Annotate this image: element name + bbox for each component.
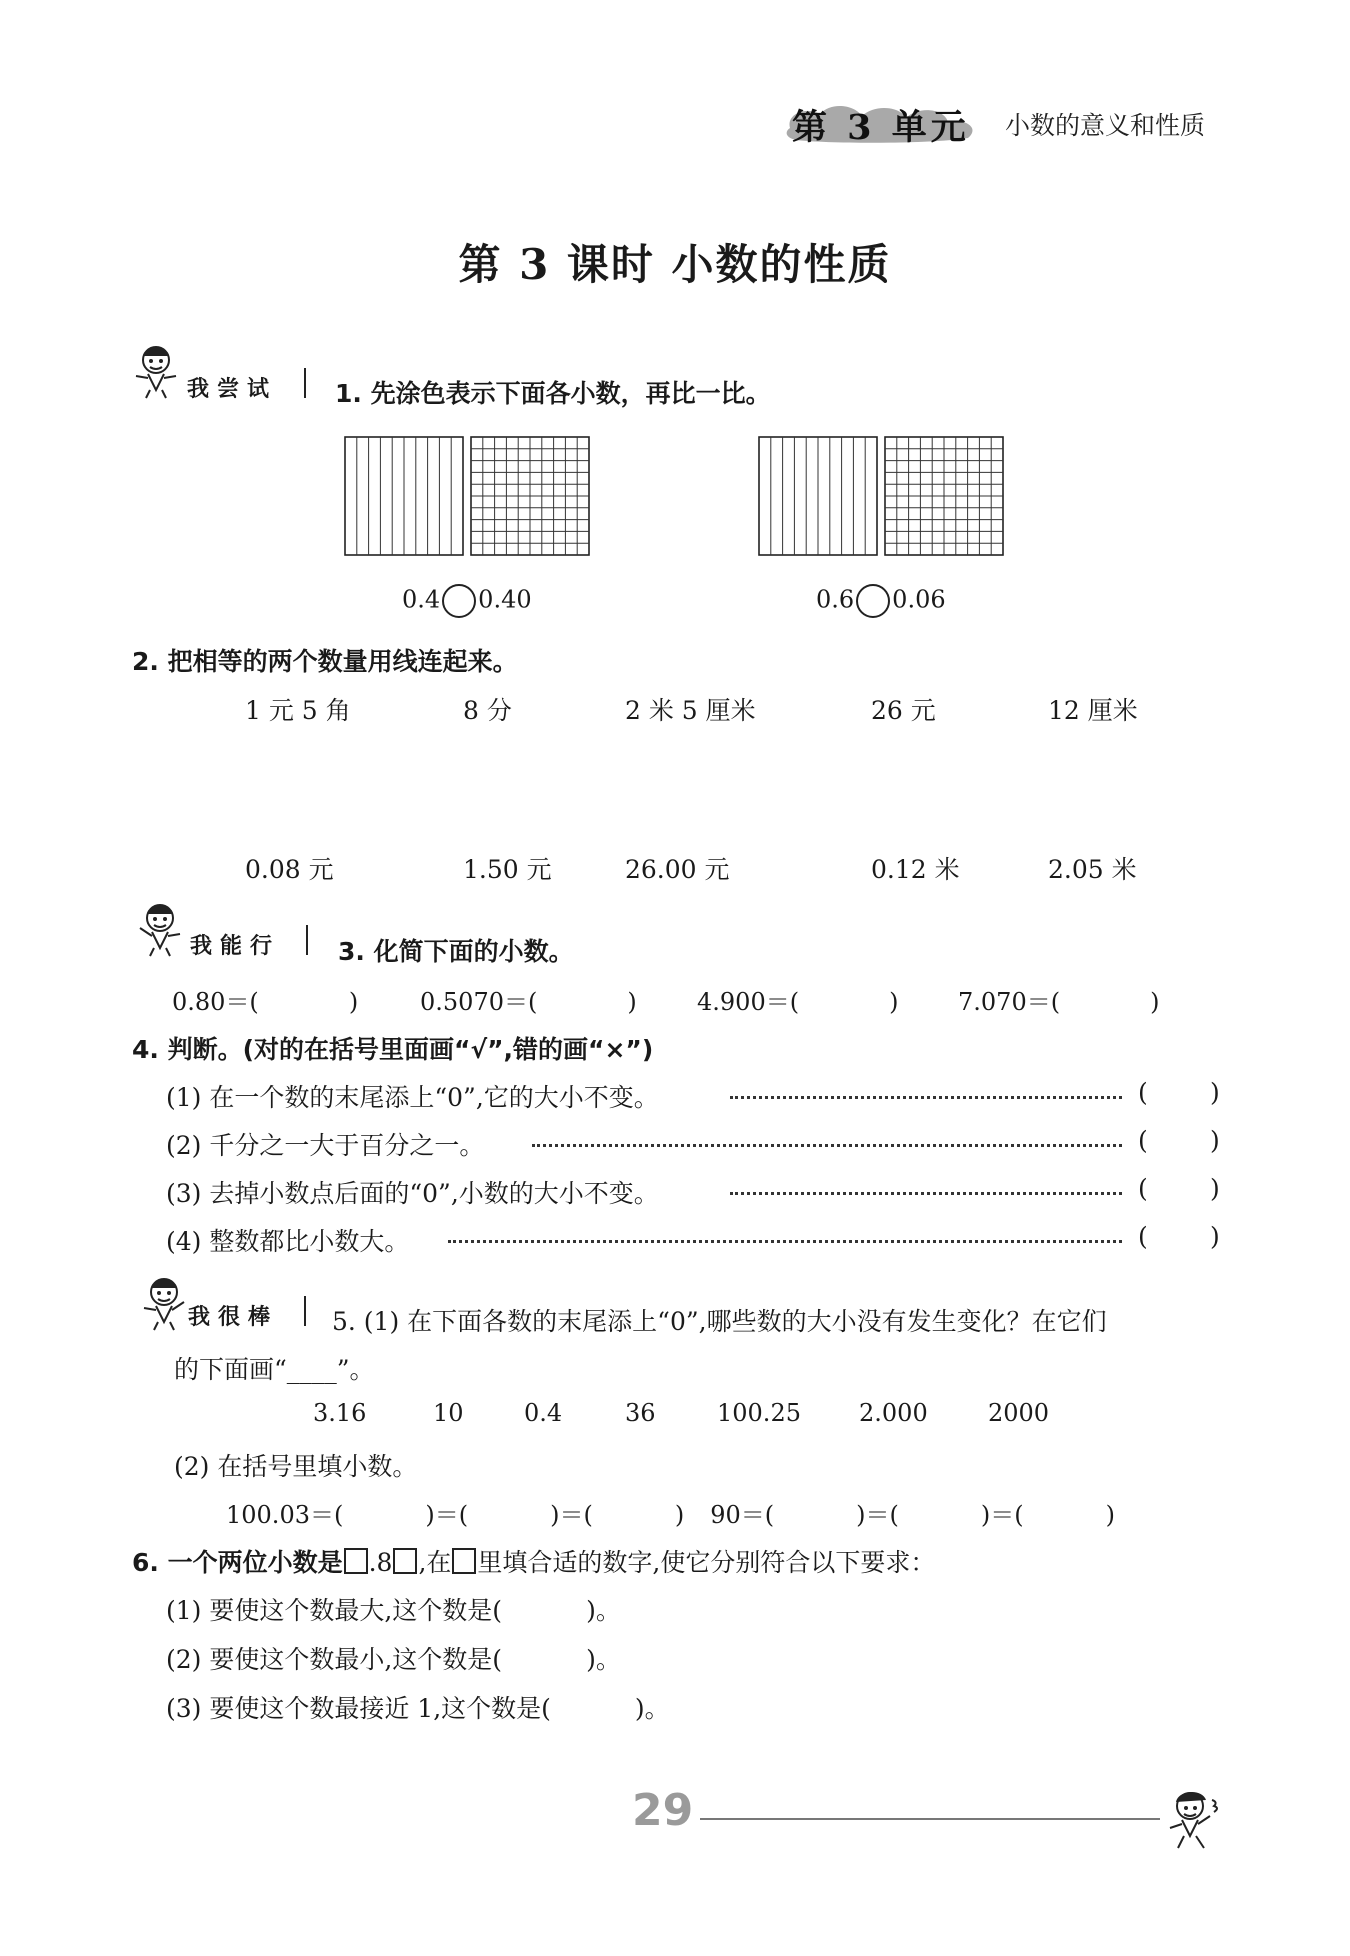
q3-close-paren: )	[348, 988, 359, 1016]
q6-item-text: (3) 要使这个数最接近 1,这个数是(	[166, 1694, 551, 1723]
q5-eq: )＝(	[425, 1501, 469, 1529]
q4-item: (4) 整数都比小数大。	[166, 1227, 410, 1256]
page-number: 29	[632, 1785, 694, 1836]
q5-fill-b: 90＝(	[710, 1501, 775, 1529]
q3-item-text: 7.070＝(	[958, 988, 1061, 1016]
q5-close: )	[1105, 1501, 1115, 1529]
mascot-girl-icon	[126, 340, 186, 400]
q2-bottom-item[interactable]: 1.50 元	[463, 855, 552, 884]
badge-divider	[304, 368, 306, 398]
q6-item-text: (1) 要使这个数最大,这个数是(	[166, 1596, 503, 1625]
dotted-leader	[532, 1144, 1122, 1147]
badge-try: 我尝试	[187, 377, 278, 402]
q3-item-text: 0.5070＝(	[420, 988, 538, 1016]
hundredths-grid-right	[884, 436, 1004, 556]
q6-prompt-a: 6. 一个两位小数是	[132, 1548, 343, 1577]
q3-prompt: 3. 化简下面的小数。	[338, 937, 574, 966]
badge-divider	[304, 1296, 306, 1326]
q6-prompt-c: ,在	[418, 1548, 452, 1577]
badge-can: 我能行	[190, 934, 281, 959]
tenths-grid-right	[758, 436, 878, 556]
q3-close-paren: )	[889, 988, 899, 1016]
compare-right-b: 0.06	[892, 585, 946, 614]
q3-item-text: 0.80＝(	[172, 988, 259, 1016]
q2-top-item[interactable]: 8 分	[463, 696, 512, 725]
q2-top-item[interactable]: 2 米 5 厘米	[625, 696, 756, 725]
q5-sub2: (2) 在括号里填小数。	[174, 1452, 418, 1481]
q5-eq: )＝(	[980, 1501, 1024, 1529]
mascot-boy-icon	[1162, 1786, 1224, 1852]
q6-item[interactable]	[166, 1591, 621, 1627]
q1-prompt: 1. 先涂色表示下面各小数，再比一比。	[335, 379, 771, 408]
mascot-girl-icon	[134, 1272, 194, 1332]
q6-item[interactable]	[166, 1640, 621, 1676]
q3-item[interactable]	[172, 982, 358, 1017]
q3-close-paren: )	[627, 988, 637, 1016]
compare-left-a: 0.4	[402, 585, 441, 614]
q4-answer-open[interactable]: (	[1138, 1078, 1148, 1107]
q5-close: )	[674, 1501, 685, 1529]
q4-answer-close[interactable]: )	[1210, 1126, 1220, 1155]
q4-prompt: 4. 判断。(对的在括号里面画“√”,错的画“×”)	[132, 1035, 654, 1064]
q4-item: (2) 千分之一大于百分之一。	[166, 1131, 485, 1160]
q5-prompt-line2: 的下面画“____”。	[174, 1355, 375, 1384]
badge-divider	[306, 925, 308, 955]
q6-item-end: )。	[634, 1694, 670, 1723]
tenths-grid-left	[344, 436, 464, 556]
q5-prompt-line1: 5. (1) 在下面各数的末尾添上“0”,哪些数的大小没有发生变化？在它们	[332, 1307, 1107, 1336]
q2-top-item[interactable]: 26 元	[871, 696, 936, 725]
q2-bottom-item[interactable]: 0.12 米	[871, 855, 960, 884]
q2-bottom-item[interactable]: 2.05 米	[1048, 855, 1137, 884]
q5-number[interactable]: 36	[625, 1399, 656, 1427]
q3-item[interactable]	[420, 982, 637, 1017]
dotted-leader	[730, 1096, 1122, 1099]
q4-item: (3) 去掉小数点后面的“0”,小数的大小不变。	[166, 1179, 659, 1208]
q6-prompt-d: 里填合适的数字,使它分别符合以下要求：	[477, 1548, 936, 1577]
compare-blank-circle[interactable]	[442, 584, 476, 618]
q4-answer-close[interactable]: )	[1210, 1222, 1220, 1251]
q3-close-paren: )	[1150, 988, 1160, 1016]
footer-rule	[700, 1818, 1160, 1820]
q3-item-text: 4.900＝(	[697, 988, 800, 1016]
q2-bottom-item[interactable]: 26.00 元	[625, 855, 730, 884]
q6-item-end: )。	[586, 1596, 621, 1625]
q5-number[interactable]: 10	[433, 1399, 464, 1427]
q5-eq: )＝(	[550, 1501, 593, 1529]
lesson-title: 第 3 课时 小数的性质	[458, 240, 892, 289]
q2-bottom-item[interactable]: 0.08 元	[245, 855, 334, 884]
q5-number[interactable]: 2.000	[859, 1399, 928, 1427]
unit-title: 第 3 单元	[792, 107, 970, 148]
compare-right	[816, 584, 946, 618]
hundredths-grid-left	[470, 436, 590, 556]
q4-answer-open[interactable]: (	[1138, 1126, 1148, 1155]
q3-item[interactable]	[958, 982, 1159, 1017]
q5-fill-row[interactable]	[226, 1495, 1115, 1530]
q5-fill-a: 100.03＝(	[226, 1501, 344, 1529]
q2-top-item[interactable]: 12 厘米	[1048, 696, 1138, 725]
blank-box[interactable]	[452, 1548, 476, 1574]
compare-right-a: 0.6	[816, 585, 855, 614]
q4-answer-open[interactable]: (	[1138, 1222, 1148, 1251]
q4-answer-open[interactable]: (	[1138, 1174, 1148, 1203]
q2-prompt: 2. 把相等的两个数量用线连起来。	[132, 647, 518, 676]
compare-left-b: 0.40	[478, 585, 532, 614]
compare-blank-circle[interactable]	[856, 584, 890, 618]
q6-item-end: )。	[586, 1645, 621, 1674]
q5-number[interactable]: 2000	[988, 1399, 1050, 1427]
q4-answer-close[interactable]: )	[1210, 1174, 1220, 1203]
q6-item-text: (2) 要使这个数最小,这个数是(	[166, 1645, 503, 1674]
compare-left	[402, 584, 532, 618]
q2-top-item[interactable]: 1 元 5 角	[245, 696, 351, 725]
dotted-leader	[448, 1240, 1122, 1243]
badge-great: 我很棒	[188, 1305, 279, 1330]
q5-eq: )＝(	[856, 1501, 899, 1529]
q6-prompt-b: .8	[368, 1548, 393, 1577]
mascot-girl-icon	[130, 898, 190, 958]
q5-number[interactable]: 0.4	[524, 1399, 563, 1427]
q4-answer-close[interactable]: )	[1210, 1078, 1220, 1107]
q6-prompt	[132, 1543, 935, 1579]
unit-subtitle: 小数的意义和性质	[1005, 111, 1206, 140]
q3-item[interactable]	[697, 982, 898, 1017]
blank-box[interactable]	[344, 1548, 368, 1574]
q4-item: (1) 在一个数的末尾添上“0”,它的大小不变。	[166, 1083, 659, 1112]
q5-number[interactable]: 3.16	[313, 1399, 367, 1427]
q5-number[interactable]: 100.25	[717, 1399, 801, 1427]
blank-box[interactable]	[393, 1548, 417, 1574]
dotted-leader	[730, 1192, 1122, 1195]
q6-item[interactable]	[166, 1689, 670, 1725]
